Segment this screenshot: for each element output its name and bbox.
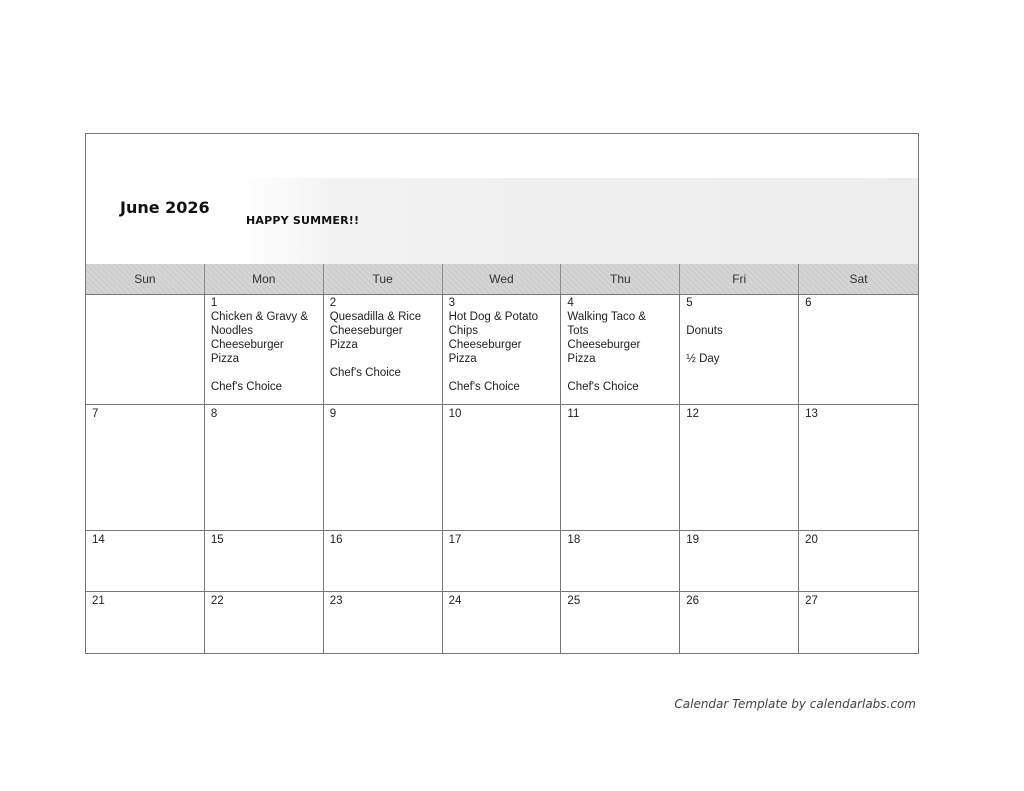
menu-item: Pizza (210, 353, 239, 365)
day-number: 9 (329, 408, 337, 420)
menu-item: Cheeseburger (329, 325, 403, 337)
day-number: 18 (567, 534, 581, 546)
day-cell (86, 531, 205, 591)
day-cell (324, 531, 443, 591)
calendar-title-band (86, 178, 918, 265)
menu-item: Pizza (567, 353, 596, 365)
day-cell (443, 531, 562, 591)
week-row (86, 531, 918, 592)
weekday-header-row (86, 264, 918, 295)
day-number: 8 (210, 408, 218, 420)
day-cell (443, 592, 562, 653)
day-cell (561, 405, 680, 530)
day-cell (443, 405, 562, 530)
menu-item: Hot Dog & Potato (448, 311, 539, 323)
calendar-subtitle: HAPPY SUMMER!! (246, 214, 360, 227)
day-number: 17 (448, 534, 462, 546)
weekday-sat: Sat (799, 264, 918, 294)
day-cell (561, 294, 680, 404)
day-number: 10 (448, 408, 462, 420)
menu-spacer (449, 366, 555, 380)
menu-spacer (686, 310, 792, 324)
menu-item: Donuts (686, 325, 723, 337)
menu-item: Chips (448, 325, 478, 337)
menu-item: Quesadilla & Rice (329, 311, 422, 323)
menu-item: Tots (567, 325, 589, 337)
menu-item: ½ Day (686, 353, 720, 365)
weekday-tue: Tue (324, 264, 443, 294)
day-cell (799, 592, 918, 653)
day-cell (205, 592, 324, 653)
day-number: 19 (686, 534, 700, 546)
menu-item: Walking Taco & (567, 311, 647, 323)
day-number: 26 (686, 595, 700, 607)
day-number: 3 (448, 297, 455, 309)
day-cell (799, 405, 918, 530)
weekday-wed: Wed (443, 264, 562, 294)
menu-item: Pizza (329, 339, 358, 351)
menu-item: Pizza (448, 353, 477, 365)
menu-item: Cheeseburger (448, 339, 522, 351)
menu-item: Chef's Choice (329, 367, 401, 379)
weekday-fri: Fri (680, 264, 799, 294)
day-cell (86, 294, 205, 404)
calendar (85, 133, 919, 654)
menu-spacer (567, 366, 673, 380)
menu-item: Chef's Choice (448, 381, 520, 393)
week-row (86, 405, 918, 531)
day-number: 22 (210, 595, 224, 607)
menu-item: Noodles (210, 325, 254, 337)
week-row (86, 592, 918, 653)
day-cell (680, 592, 799, 653)
day-cell (324, 592, 443, 653)
day-number: 4 (567, 297, 574, 309)
menu-item: Chef's Choice (210, 381, 283, 393)
menu-spacer (211, 366, 317, 380)
day-number: 5 (686, 297, 693, 309)
day-cell (205, 294, 324, 404)
menu-item: Chef's Choice (567, 381, 639, 393)
weekday-thu: Thu (561, 264, 680, 294)
day-cell (324, 294, 443, 404)
day-number: 16 (329, 534, 343, 546)
day-number: 27 (805, 595, 818, 607)
menu-spacer (686, 338, 792, 352)
weekday-sun: Sun (86, 264, 205, 294)
menu-item: Cheeseburger (210, 339, 284, 351)
day-number: 1 (210, 297, 218, 309)
menu-spacer (330, 352, 436, 366)
day-cell (443, 294, 562, 404)
day-cell (680, 294, 799, 404)
menu-item: Cheeseburger (567, 339, 641, 351)
day-number: 13 (805, 408, 818, 420)
day-cell (205, 531, 324, 591)
week-row (86, 294, 918, 405)
day-cell (799, 531, 918, 591)
day-number: 15 (210, 534, 224, 546)
template-credit: Calendar Template by calendarlabs.com (674, 697, 916, 711)
day-number: 24 (448, 595, 462, 607)
day-cell (561, 531, 680, 591)
day-number: 2 (329, 297, 337, 309)
day-cell (799, 294, 918, 404)
day-number: 11 (567, 408, 580, 420)
day-cell (86, 592, 205, 653)
weekday-mon: Mon (205, 264, 324, 294)
day-number: 7 (92, 408, 99, 420)
day-cell (680, 531, 799, 591)
day-cell (86, 405, 205, 530)
day-cell (324, 405, 443, 530)
day-number: 23 (329, 595, 343, 607)
calendar-weeks (86, 294, 918, 653)
menu-item: Chicken & Gravy & (210, 311, 308, 323)
day-number: 14 (92, 534, 105, 546)
month-title: June 2026 (120, 198, 210, 217)
day-cell (680, 405, 799, 530)
day-number: 21 (92, 595, 105, 607)
calendar-top-blank-row (86, 134, 918, 179)
day-cell (205, 405, 324, 530)
day-cell (561, 592, 680, 653)
day-number: 6 (805, 297, 812, 309)
day-number: 12 (686, 408, 700, 420)
day-number: 25 (567, 595, 581, 607)
day-number: 20 (805, 534, 818, 546)
